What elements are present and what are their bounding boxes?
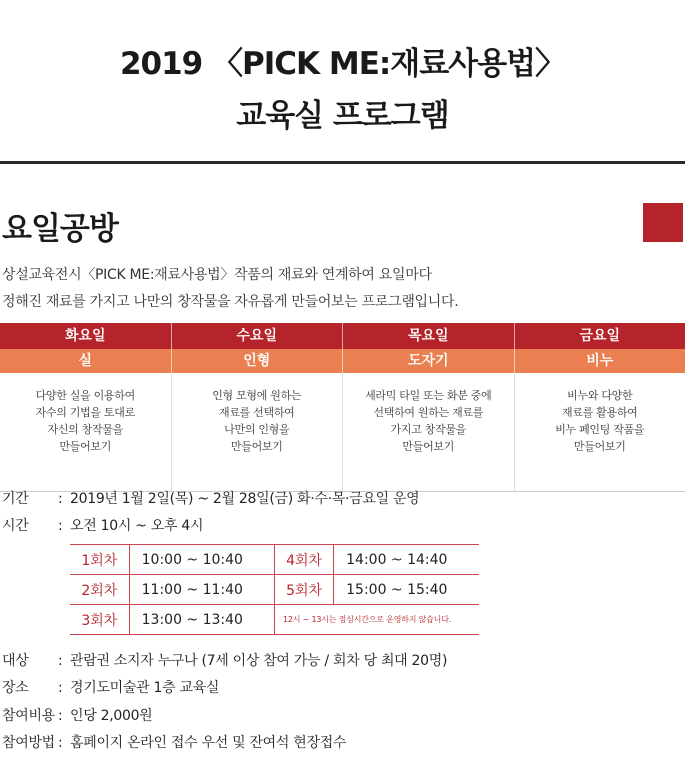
info-colon: : [58,491,63,507]
day-row [0,323,685,349]
info-value: 관람권 소지자 누구나 (7세 이상 참여 가능 / 회차 당 최대 20명) [70,653,448,669]
day-thursday: 목요일 [342,323,514,349]
description-line: 선택하여 원하는 재료를 [373,406,484,419]
info-period [2,488,419,508]
info-value: 경기도미술관 1층 교육실 [70,680,220,696]
session-time: 15:00 ~ 15:40 [334,575,479,605]
info-label: 장소 [2,680,29,696]
table-row [70,545,479,575]
info-target [2,650,447,670]
info-colon: : [58,518,63,534]
intro-line-1: 상설교육전시〈PICK ME:재료사용법〉작품의 재료와 연계하여 요일마다 [2,267,432,283]
section-title: 요일공방 [2,211,118,247]
material-thread: 실 [0,349,171,373]
description-line: 다양한 실을 이용하여 [35,389,135,402]
session-time: 13:00 ~ 13:40 [129,605,274,635]
lunch-note: 12시 ~ 13시는 점심시간으로 운영하지 않습니다. [274,605,479,635]
description-line: 재료를 선택하여 [219,406,295,419]
info-value: 홈페이지 온라인 접수 우선 및 잔여석 현장접수 [70,735,347,751]
description-line: 자수의 기법을 토대로 [35,406,135,419]
header-divider [0,161,685,164]
table-row [70,575,479,605]
page-title-line2: 교육실 프로그램 [236,98,449,134]
material-ceramic: 도자기 [342,349,514,373]
info-time [2,515,203,535]
info-colon: : [58,680,63,696]
info-value: 오전 10시 ~ 오후 4시 [70,518,204,534]
info-place [2,677,219,697]
session-label: 4회차 [274,545,333,575]
session-label: 1회차 [70,545,129,575]
session-label: 5회차 [274,575,333,605]
day-tuesday: 화요일 [0,323,171,349]
info-value: 인당 2,000원 [70,708,153,724]
day-friday: 금요일 [514,323,685,349]
description-line: 만들어보기 [573,440,626,453]
description-line: 만들어보기 [59,440,112,453]
info-colon: : [58,653,63,669]
material-soap: 비누 [514,349,685,373]
session-time: 14:00 ~ 14:40 [334,545,479,575]
info-colon: : [58,735,63,751]
description-friday [514,373,685,491]
day-wednesday: 수요일 [171,323,343,349]
info-value: 2019년 1월 2일(목) ~ 2월 28일(금) 화·수·목·금요일 운영 [70,491,420,507]
table-row [70,605,479,635]
description-line: 비누 페인팅 작품을 [555,423,645,436]
info-label: 참여방법 [2,735,55,751]
description-line: 만들어보기 [230,440,283,453]
description-wednesday [171,373,343,491]
schedule-table [70,544,479,635]
material-row [0,349,685,373]
program-table [0,323,685,492]
session-label: 2회차 [70,575,129,605]
description-line: 인형 모형에 원하는 [212,389,302,402]
intro-line-2: 정해진 재료를 가지고 나만의 창작물을 자유롭게 만들어보는 프로그램입니다. [2,294,459,310]
session-label: 3회차 [70,605,129,635]
accent-square [643,203,683,242]
info-label: 참여비용 [2,708,55,724]
session-time: 10:00 ~ 10:40 [129,545,274,575]
info-fee [2,705,152,725]
page-header [0,0,685,163]
description-tuesday [0,373,171,491]
description-line: 나만의 인형을 [224,423,290,436]
description-line: 만들어보기 [402,440,455,453]
description-line: 비누와 다양한 [567,389,633,402]
info-colon: : [58,708,63,724]
description-row [0,373,685,491]
session-time: 11:00 ~ 11:40 [129,575,274,605]
info-label: 시간 [2,518,29,534]
description-line: 재료를 활용하여 [562,406,638,419]
info-label: 기간 [2,491,29,507]
description-line: 가지고 창작물을 [390,423,466,436]
page-title-line1: 2019 〈PICK ME:재료사용법〉 [119,46,566,82]
info-label: 대상 [2,653,29,669]
info-method [2,732,346,752]
material-doll: 인형 [171,349,343,373]
description-line: 세라믹 타일 또는 화분 중에 [365,389,492,402]
description-thursday [342,373,514,491]
description-line: 자신의 창작물을 [47,423,123,436]
